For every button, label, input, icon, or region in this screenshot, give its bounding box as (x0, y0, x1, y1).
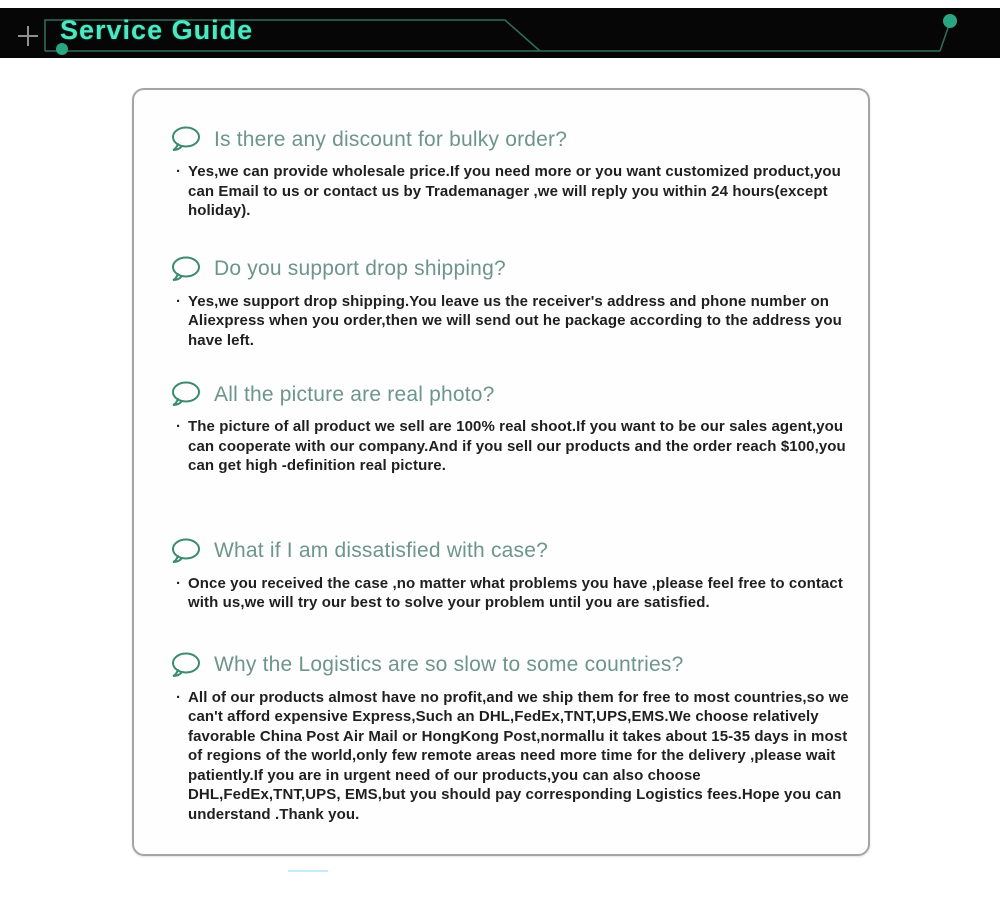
answer-text: Yes,we can provide wholesale price.If you need more or you want customized product,you can Email to us or contact us by Trademanager ,we will reply you within 24 hours(except holiday). (188, 163, 841, 219)
answer-text: Once you received the case ,no matter what problems you have ,please feel free to contact with us,we will try our best to solve your problem until you are satisfied. (188, 574, 843, 611)
faq-question-row (170, 652, 852, 679)
speech-bubble-icon (170, 126, 201, 153)
faq-answer (176, 688, 852, 825)
faq-question: Why the Logistics are so slow to some countries? (214, 653, 684, 676)
answer-text: All of our products almost have no profit,and we ship them for free to most countries,so we can't afford expensive Express,Such an DHL,FedEx,TNT,UPS,EMS.We choose relatively favorable China Post Air Mail or HongKong Post,normallu it takes about 15-35 days in most of regions of the world,only few remote areas need more time for the delivery ,please wait patiently.If you are in urgent need of our products,you can also choose DHL,FedEx,TNT,UPS, EMS,but you should pay corresponding Logistics fees.Hope you can understand .Thank you. (188, 688, 849, 823)
faq-answer (176, 574, 852, 613)
faq-question-row (170, 538, 852, 565)
faq-item (170, 652, 852, 825)
answer-text: Yes,we support drop shipping.You leave us the receiver's address and phone number on Aliexpress when you order,then we will send out he package according to the address you have left. (188, 292, 842, 349)
faq-question: Is there any discount for bulky order? (214, 127, 568, 151)
faq-item (170, 126, 852, 221)
faq-question: All the picture are real photo? (214, 382, 495, 406)
speech-bubble-icon (170, 256, 201, 283)
service-guide-banner (0, 8, 1000, 58)
faq-panel (132, 88, 870, 856)
answer-bullet: · (176, 292, 181, 310)
faq-answer (176, 292, 852, 351)
answer-text: The picture of all product we sell are 100% real shoot.If you want to be our sales agent,you can cooperate with our company.And if you sell our products and the order reach $100,you can get high -definition real picture. (188, 418, 846, 474)
answer-bullet: · (176, 163, 181, 180)
faq-answer (176, 162, 852, 221)
banner-right-diagonal (940, 25, 949, 51)
answer-bullet: · (176, 574, 181, 592)
faq-question-row (170, 381, 852, 408)
faq-question-row (170, 256, 852, 283)
speech-bubble-icon (170, 381, 201, 408)
faq-question: What if I am dissatisfied with case? (214, 539, 548, 562)
answer-bullet: · (176, 688, 181, 706)
faq-item (170, 538, 852, 613)
speech-bubble-icon (170, 652, 201, 679)
accent-dot-right (943, 14, 957, 28)
faq-answer (176, 417, 852, 476)
faq-item (170, 381, 852, 476)
faq-item (170, 256, 852, 351)
scan-artifact (288, 870, 328, 872)
banner-title: Service Guide (60, 15, 254, 45)
speech-bubble-icon (170, 538, 201, 565)
plus-icon (18, 26, 38, 46)
faq-question-row (170, 126, 852, 153)
faq-question: Do you support drop shipping? (214, 257, 506, 280)
answer-bullet: · (176, 418, 181, 435)
